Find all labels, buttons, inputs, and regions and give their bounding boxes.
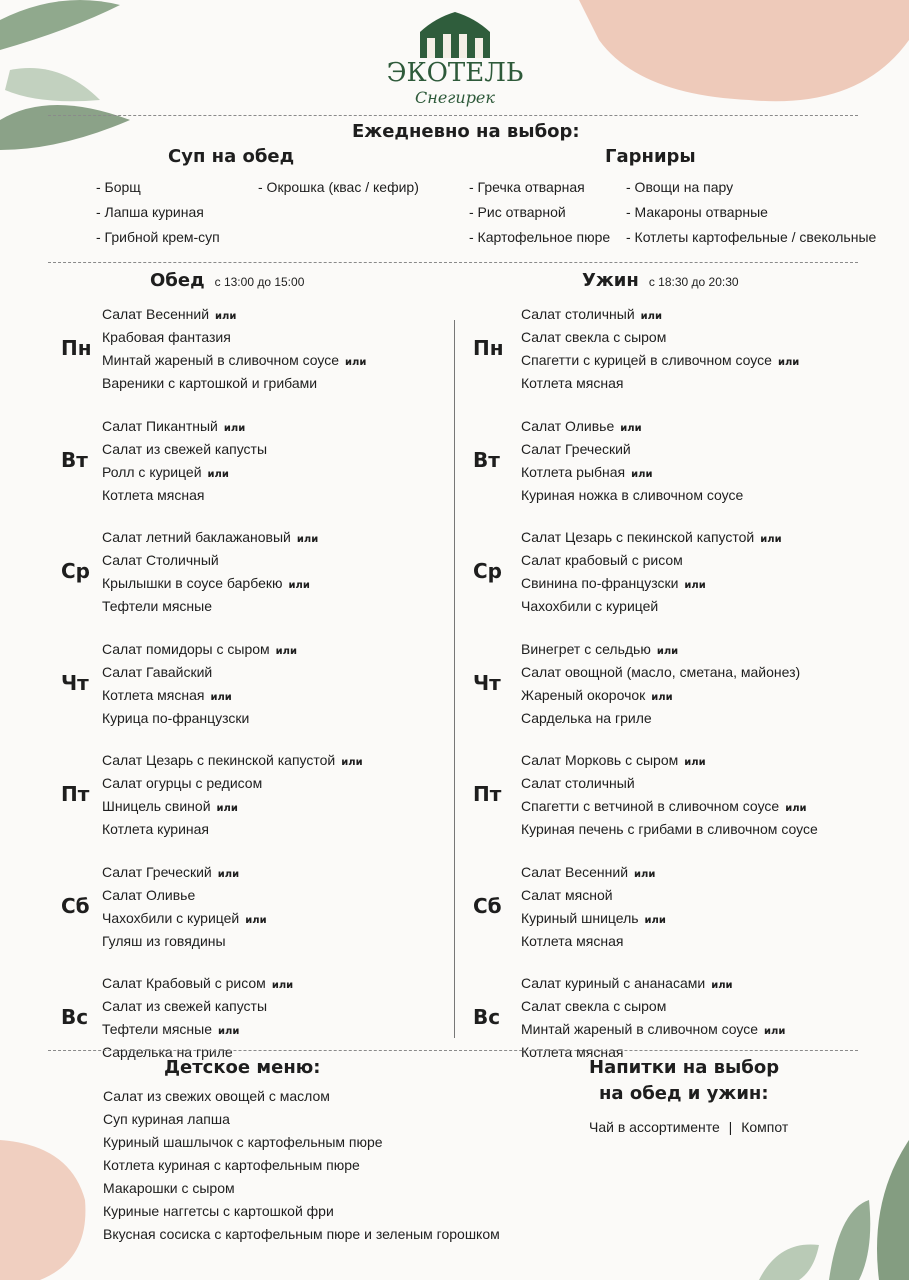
menu-item-text: Салат Цезарь с пекинской капустой [521,529,755,545]
dinner-title-text: Ужин [582,270,639,291]
menu-item [521,329,666,345]
menu-item-text: Салат огурцы с редисом [102,775,263,791]
menu-item-text: Салат из свежей капусты [102,440,268,457]
menu-item [102,441,267,457]
menu-item-text: Куриная печень с грибами в сливочном соусе [521,821,818,837]
menu-item [521,464,652,483]
menu-item-text: Сарделька на гриле [521,709,652,726]
day-label: Пт [61,782,90,806]
divider [48,1050,858,1051]
or-label: или [215,311,237,322]
menu-item [521,1021,785,1040]
side-item: - Картофельное пюре [469,229,611,245]
menu-item-text: Минтай жареный в сливочном соусе [521,1021,759,1037]
side-item: - Рис отварной [469,204,566,220]
menu-item [521,998,666,1014]
menu-item [102,575,310,594]
drink-compote: Компот [741,1119,789,1135]
menu-item-text: Куриная ножка в сливочном соусе [521,486,744,503]
menu-item-text: Котлета мясная [102,686,205,703]
menu-item-text: Гуляш из говядины [102,932,226,949]
menu-item [521,441,631,457]
menu-item [521,552,683,568]
side-item: - Макароны отварные [626,204,768,220]
menu-item [102,487,204,503]
menu-item [521,933,623,949]
menu-item [102,1021,239,1040]
or-label: или [684,580,706,591]
or-label: или [288,580,310,591]
menu-item [102,798,238,817]
day-label: Ср [61,559,90,583]
menu-item-text: Салат столичный [521,306,635,322]
menu-item [521,306,662,325]
kids-menu-item: Котлета куриная с картофельным пюре [103,1157,360,1173]
menu-item [102,933,226,949]
menu-item-text: Котлета мясная [102,486,205,503]
kids-menu-item: Макарошки с сыром [103,1180,235,1196]
menu-item-text: Салат Цезарь с пекинской капустой [102,752,336,768]
lunch-time: с 13:00 до 15:00 [214,275,305,289]
menu-item [102,821,209,837]
menu-item-text: Свинина по-французски [521,575,679,591]
menu-item [102,887,195,903]
or-label: или [640,311,662,322]
menu-item [521,529,782,548]
side-item: - Гречка отварная [469,179,585,195]
menu-item-text: Салат Весенний [102,306,210,322]
menu-item-text: Салат Столичный [102,552,219,568]
menu-item [102,418,245,437]
menu-item [521,752,706,771]
menu-item [102,910,267,929]
menu-item [102,752,363,771]
soup-title: Суп на обед [168,146,295,167]
or-label: или [275,645,298,657]
kids-title: Детское меню: [164,1057,321,1078]
menu-item-text: Чахохбили с курицей [102,909,240,926]
soup-item: - Окрошка (квас / кефир) [258,179,419,195]
side-item: - Овощи на пару [626,179,734,195]
drinks-title-line1: Напитки на выбор [589,1057,780,1078]
or-label: или [656,645,679,657]
menu-item-text: Курица по-французски [102,709,250,726]
menu-item-text: Котлета рыбная [521,463,626,480]
day-label: Ср [473,559,502,583]
menu-item [521,864,655,883]
menu-item [521,710,652,726]
menu-item [521,975,733,994]
menu-item [102,775,262,791]
or-label: или [651,691,673,703]
soup-item: - Грибной крем-суп [96,229,220,245]
or-label: или [210,691,232,703]
day-label: Вт [473,447,500,472]
menu-item-text: Котлета мясная [521,1044,624,1060]
drinks-list [589,1119,788,1135]
or-label: или [634,868,656,880]
or-label: или [216,803,238,814]
kids-menu-item: Вкусная сосиска с картофельным пюре и зеленым горошком [103,1226,500,1242]
menu-item-text: Шницель свиной [102,798,211,814]
menu-item-text: Котлета мясная [521,375,624,391]
menu-item-text: Салат Оливье [102,886,196,903]
or-label: или [760,534,782,545]
menu-item-text: Салат летний баклажановый [102,529,291,545]
menu-item-text: Тефтели мясные [102,1021,213,1037]
day-label: Пн [473,336,504,360]
menu-item-text: Салат из свежей капусты [102,998,268,1014]
menu-item-text: Крылышки в соусе барбекю [102,575,283,591]
menu-item [521,910,666,929]
menu-item-text: Салат овощной (масло, сметана, майонез) [521,663,801,680]
menu-item-text: Салат крабовый с рисом [521,552,683,568]
menu-item-text: Тефтели мясные [102,598,213,614]
kids-menu-item: Салат из свежих овощей с маслом [103,1088,330,1104]
day-label: Вт [61,447,88,472]
peach-blob-top-right [579,0,909,120]
menu-item [102,664,212,680]
menu-item [102,375,317,391]
menu-item-text: Минтай жареный в сливочном соусе [102,352,340,368]
menu-item [102,641,297,660]
menu-item-text: Салат Греческий [521,440,631,457]
menu-item [102,998,267,1014]
or-label: или [223,422,246,434]
menu-item [521,798,807,817]
menu-item [521,487,743,503]
menu-item-text: Салат помидоры с сыром [102,640,270,657]
or-label: или [785,803,807,814]
menu-item [102,864,239,883]
column-divider [454,320,455,1038]
side-item: - Котлеты картофельные / свекольные [626,229,877,245]
menu-item-text: Вареники с картошкой и грибами [102,375,318,391]
or-label: или [218,1026,240,1037]
menu-item [521,775,635,791]
peach-blob-bottom-left [0,1140,90,1280]
kids-menu-item: Куриный шашлычок с картофельным пюре [103,1134,383,1150]
logo-brand-sub: Снегирек [415,88,495,107]
menu-item-text: Куриный шницель [521,909,639,926]
menu-item-text: Котлета куриная [102,821,209,837]
menu-item-text: Салат свекла с сыром [521,329,667,345]
menu-item [102,352,366,371]
menu-item-text: Ролл с курицей [102,463,202,480]
or-label: или [207,468,229,480]
day-label: Сб [61,893,90,918]
or-label: или [296,534,319,545]
dinner-time: с 18:30 до 20:30 [648,275,739,289]
menu-item [102,598,212,614]
menu-item [102,306,236,325]
or-label: или [644,914,666,926]
menu-item [521,575,706,594]
day-label: Пн [61,336,92,360]
divider [48,115,858,116]
menu-item-text: Крабовая фантазия [102,329,231,345]
or-label: или [684,757,706,768]
menu-item [521,375,623,391]
kids-menu-item: Куриные наггетсы с картошкой фри [103,1203,334,1219]
or-label: или [345,357,367,368]
menu-item [521,887,613,903]
daily-title: Ежедневно на выбор: [352,121,580,142]
leaves-bottom-right-decoration [759,1140,909,1280]
logo-emblem-icon [415,12,495,58]
or-label: или [631,468,653,480]
menu-item [102,687,232,706]
or-label: или [764,1026,786,1037]
day-label: Вс [61,1005,89,1029]
menu-item [521,641,678,660]
soup-item: - Борщ [96,179,141,195]
menu-item-text: Салат Крабовый с рисом [102,975,266,991]
leaves-top-left-decoration [0,0,150,170]
menu-item-text: Салат мясной [521,886,613,903]
menu-item [521,352,799,371]
menu-item-text: Жареный окорочок [521,686,646,703]
logo [380,12,530,107]
kids-menu-item: Суп куриная лапша [103,1111,230,1127]
sides-title: Гарниры [605,146,696,167]
menu-item-text: Салат куриный с ананасами [521,975,706,991]
divider [48,262,858,263]
day-label: Сб [473,893,502,918]
lunch-title-text: Обед [150,270,205,291]
drink-tea: Чай в ассортименте [589,1119,720,1135]
lunch-title [150,270,304,291]
menu-item [102,975,293,994]
or-label: или [341,757,363,768]
day-label: Пт [473,782,502,806]
menu-item [102,710,249,726]
menu-item-text: Салат Пикантный [102,417,218,434]
logo-brand-name: ЭКОТЕЛЬ [386,58,524,88]
or-label: или [620,422,642,434]
menu-item-text: Салат Гавайский [102,663,213,680]
menu-item-text: Салат Греческий [102,863,212,880]
or-label: или [217,868,240,880]
menu-item [102,552,219,568]
menu-item-text: Чахохбили с курицей [521,598,659,614]
soup-item: - Лапша куриная [96,204,204,220]
day-label: Вс [473,1005,501,1029]
menu-item [521,821,818,837]
or-label: или [777,357,800,368]
menu-item-text: Салат свекла с сыром [521,998,667,1014]
or-label: или [245,914,267,926]
menu-item [521,687,673,706]
drink-separator: | [728,1119,733,1135]
menu-item-text: Спагетти с ветчиной в сливочном соусе [521,798,780,814]
day-label: Чт [61,670,89,695]
menu-item-text: Сарделька на гриле [102,1044,233,1060]
menu-item [521,664,800,680]
or-label: или [271,980,294,991]
dinner-title [582,270,739,291]
menu-item-text: Салат Оливье [521,417,615,434]
menu-item-text: Винегрет с сельдью [521,640,651,657]
menu-item [102,529,318,548]
menu-item-text: Салат столичный [521,775,635,791]
menu-item [521,598,658,614]
drinks-title-line2: на обед и ужин: [599,1083,769,1104]
menu-item-text: Котлета мясная [521,932,624,949]
menu-item-text: Салат Морковь с сыром [521,752,679,768]
menu-item-text: Спагетти с курицей в сливочном соусе [521,352,772,368]
menu-item [102,329,231,345]
menu-item-text: Салат Весенний [521,863,629,880]
menu-item [521,418,642,437]
or-label: или [711,980,733,991]
day-label: Чт [473,670,501,695]
menu-item [102,464,229,483]
